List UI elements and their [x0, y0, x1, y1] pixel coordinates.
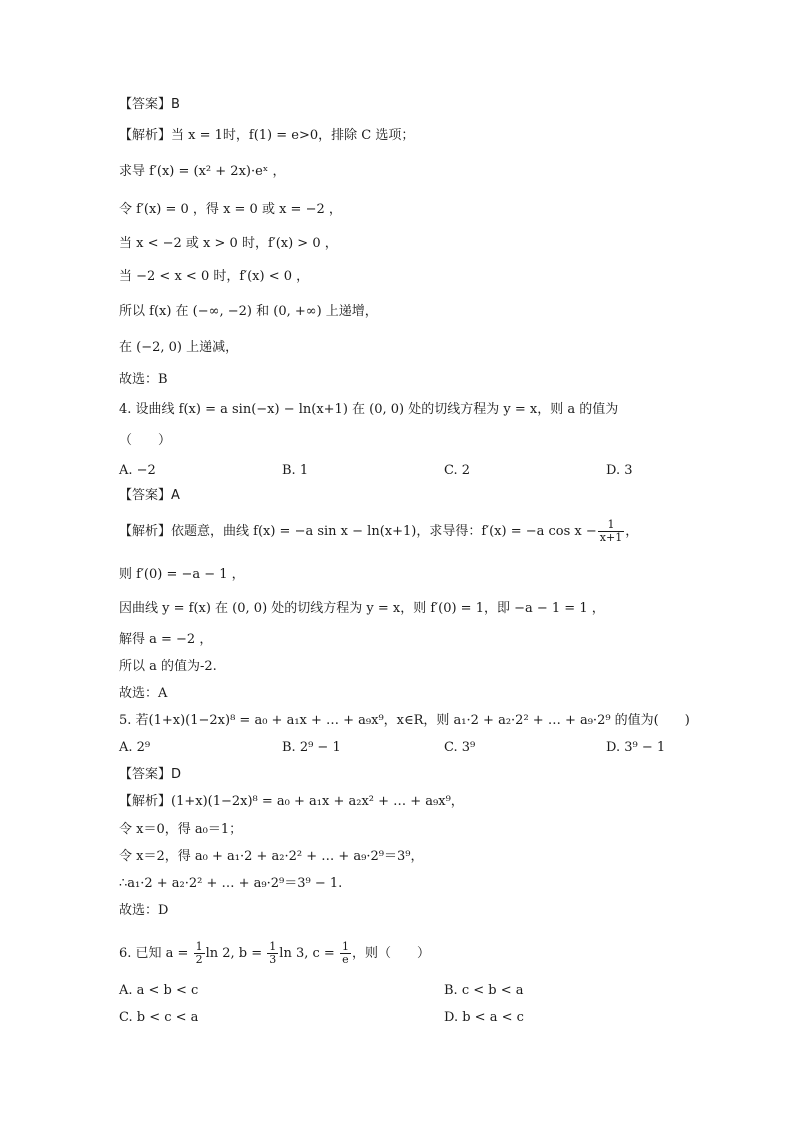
denominator: 2 [195, 953, 203, 966]
fraction [598, 519, 624, 544]
option-c: C. 2 [444, 463, 471, 478]
fraction [194, 941, 205, 966]
option-a: A. a < b < c [119, 983, 199, 998]
stem-text: 6. 已知 a = [119, 946, 189, 961]
analysis-line: 所以 f(x) 在 (−∞, −2) 和 (0, +∞) 上递增， [119, 304, 378, 319]
analysis-line: 当 −2 < x < 0 时，f′(x) < 0 ， [119, 269, 310, 284]
analysis-line: 令 x＝2，得 a₀ + a₁·2 + a₂·2² + … + a₉·2⁹＝3⁹， [119, 849, 424, 864]
option-b: B. c < b < a [444, 983, 524, 998]
answer-label: 【答案】A [119, 488, 180, 503]
answer-label: 【答案】D [119, 767, 182, 782]
denominator: x+1 [599, 531, 623, 544]
option-d: D. 3 [606, 463, 633, 478]
option-c: C. b < c < a [119, 1010, 199, 1025]
option-b: B. 1 [282, 463, 309, 478]
fraction [267, 941, 278, 966]
option-a: A. −2 [119, 463, 156, 478]
conclusion: 故选：D [119, 903, 169, 918]
analysis-line: 因曲线 y = f(x) 在 (0, 0) 处的切线方程为 y = x，则 f′(0) = 1，即 −a − 1 = 1 ， [119, 601, 605, 616]
numerator: 1 [598, 519, 624, 532]
answer-label: 【答案】B [119, 97, 180, 112]
conclusion: 故选：B [119, 372, 168, 387]
fraction [340, 941, 351, 966]
analysis-line: 所以 a 的值为-2. [119, 659, 217, 674]
analysis-line: 【解析】(1+x)(1−2x)⁸ = a₀ + a₁x + a₂x² + … + a₉x⁹， [119, 794, 464, 809]
denominator: 3 [269, 953, 277, 966]
numerator: 1 [195, 940, 203, 953]
analysis-line: 求导 f′(x) = (x² + 2x)·eˣ ， [119, 164, 286, 179]
option-d: D. b < a < c [444, 1010, 524, 1025]
conclusion: 故选：A [119, 686, 168, 701]
analysis-line: 则 f′(0) = −a − 1 ， [119, 567, 245, 582]
analysis-text: ， [625, 524, 639, 539]
analysis-line: 在 (−2, 0) 上递减， [119, 340, 239, 355]
stem-text: ln 2, b = [205, 946, 263, 961]
question-stem: 5. 若(1+x)(1−2x)⁸ = a₀ + a₁x + … + a₉x⁹，x∈R，则 a₁·2 + a₂·2² + … + a₉·2⁹ 的值为( ) [119, 713, 690, 728]
numerator: 1 [269, 940, 277, 953]
analysis-line: 令 f′(x) = 0 ，得 x = 0 或 x = −2 ， [119, 202, 342, 217]
numerator: 1 [341, 940, 349, 953]
analysis-line [119, 519, 638, 544]
option-d: D. 3⁹ − 1 [606, 740, 666, 755]
answer-paren: （ ） [119, 433, 172, 448]
analysis-line: 令 x＝0，得 a₀＝1； [119, 822, 243, 837]
stem-text: ，则（ ） [351, 946, 430, 961]
analysis-text: 【解析】依题意，曲线 f(x) = −a sin x − ln(x+1)，求导得：f′(x) = −a cos x − [119, 524, 597, 539]
analysis-line: 解得 a = −2 ， [119, 632, 213, 647]
option-b: B. 2⁹ − 1 [282, 740, 341, 755]
analysis-line: 【解析】当 x = 1时，f(1) = e>0，排除 C 选项； [119, 128, 415, 143]
option-c: C. 3⁹ [444, 740, 476, 755]
denominator: e [342, 953, 349, 966]
analysis-line: 当 x < −2 或 x > 0 时，f′(x) > 0 ， [119, 236, 338, 251]
stem-text: ln 3, c = [279, 946, 335, 961]
option-a: A. 2⁹ [119, 740, 151, 755]
analysis-line: ∴a₁·2 + a₂·2² + … + a₉·2⁹＝3⁹ − 1. [119, 876, 343, 891]
question-stem [119, 941, 430, 966]
question-stem: 4. 设曲线 f(x) = a sin(−x) − ln(x+1) 在 (0, 0) 处的切线方程为 y = x，则 a 的值为 [119, 402, 619, 417]
